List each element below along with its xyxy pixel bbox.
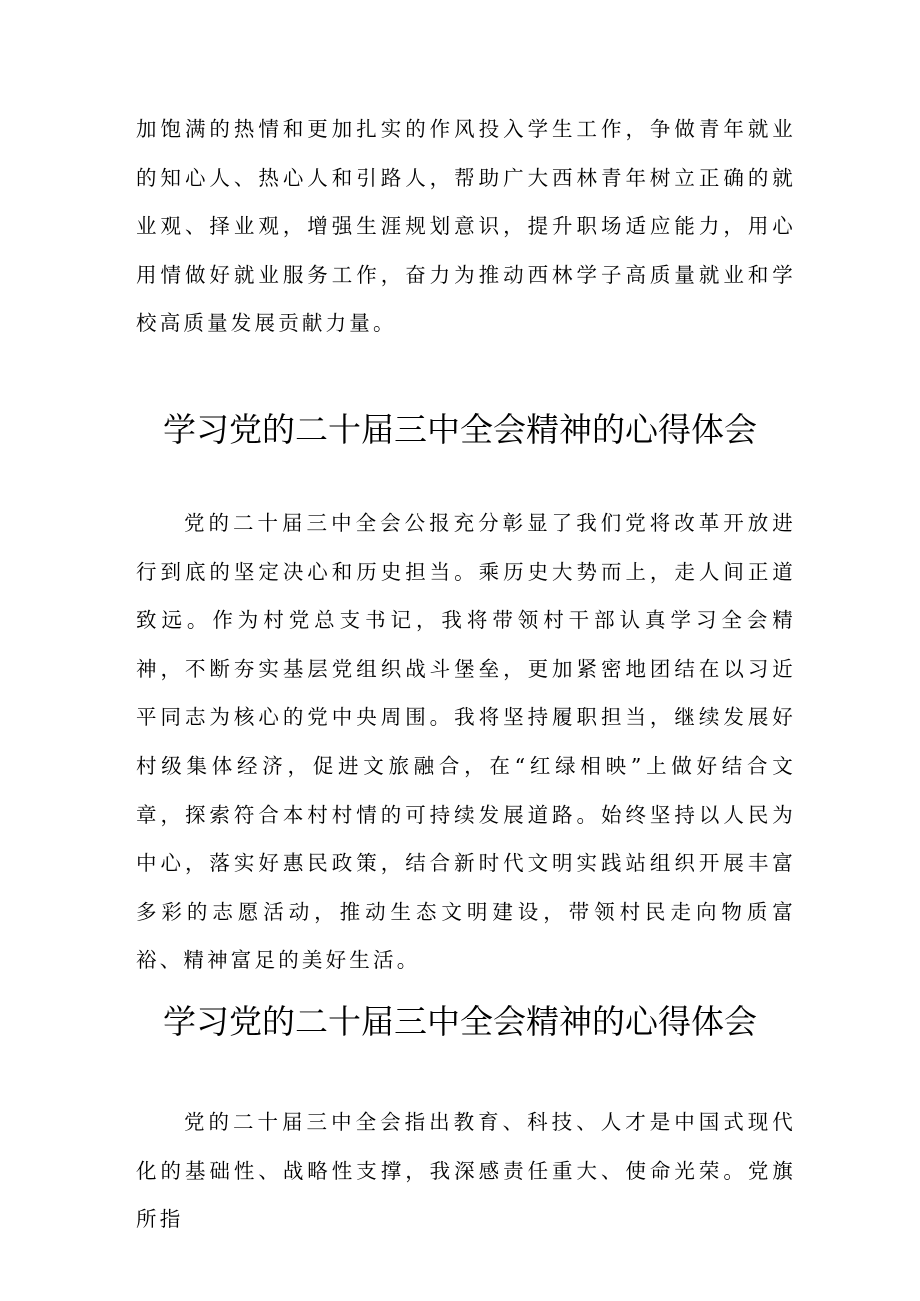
body-paragraph: 加饱满的热情和更加扎实的作风投入学生工作，争做青年就业的知心人、热心人和引路人，帮助广大西林青年树立正确的就业观、择业观，增强生涯规划意识，提升职场适应能力，用心用情做好就业服务工作，奋力为推动西林学子高质量就业和学校高质量发展贡献力量。 [136, 117, 796, 336]
section-heading: 学习党的二十届三中全会精神的心得体会 [163, 1002, 757, 1041]
body-paragraph: 党的二十届三中全会指出教育、科技、人才是中国式现代化的基础性、战略性支撑，我深感责任重大、使命光荣。党旗所指 [136, 1110, 796, 1232]
section-heading: 学习党的二十届三中全会精神的心得体会 [163, 410, 757, 449]
body-paragraph: 党的二十届三中全会公报充分彰显了我们党将改革开放进行到底的坚定决心和历史担当。乘历史大势而上，走人间正道致远。作为村党总支书记，我将带领村干部认真学习全会精神，不断夯实基层党组织战斗堡垒，更加紧密地团结在以习近平同志为核心的党中央周围。我将坚持履职担当，继续发展好村级集体经济，促进文旅融合，在“红绿相映”上做好结合文章，探索符合本村村情的可持续发展道路。始终坚持以人民为中心，落实好惠民政策，结合新时代文明实践站组织开展丰富多彩的志愿活动，推动生态文明建设，带领村民走向物质富裕、精神富足的美好生活。 [136, 511, 796, 973]
